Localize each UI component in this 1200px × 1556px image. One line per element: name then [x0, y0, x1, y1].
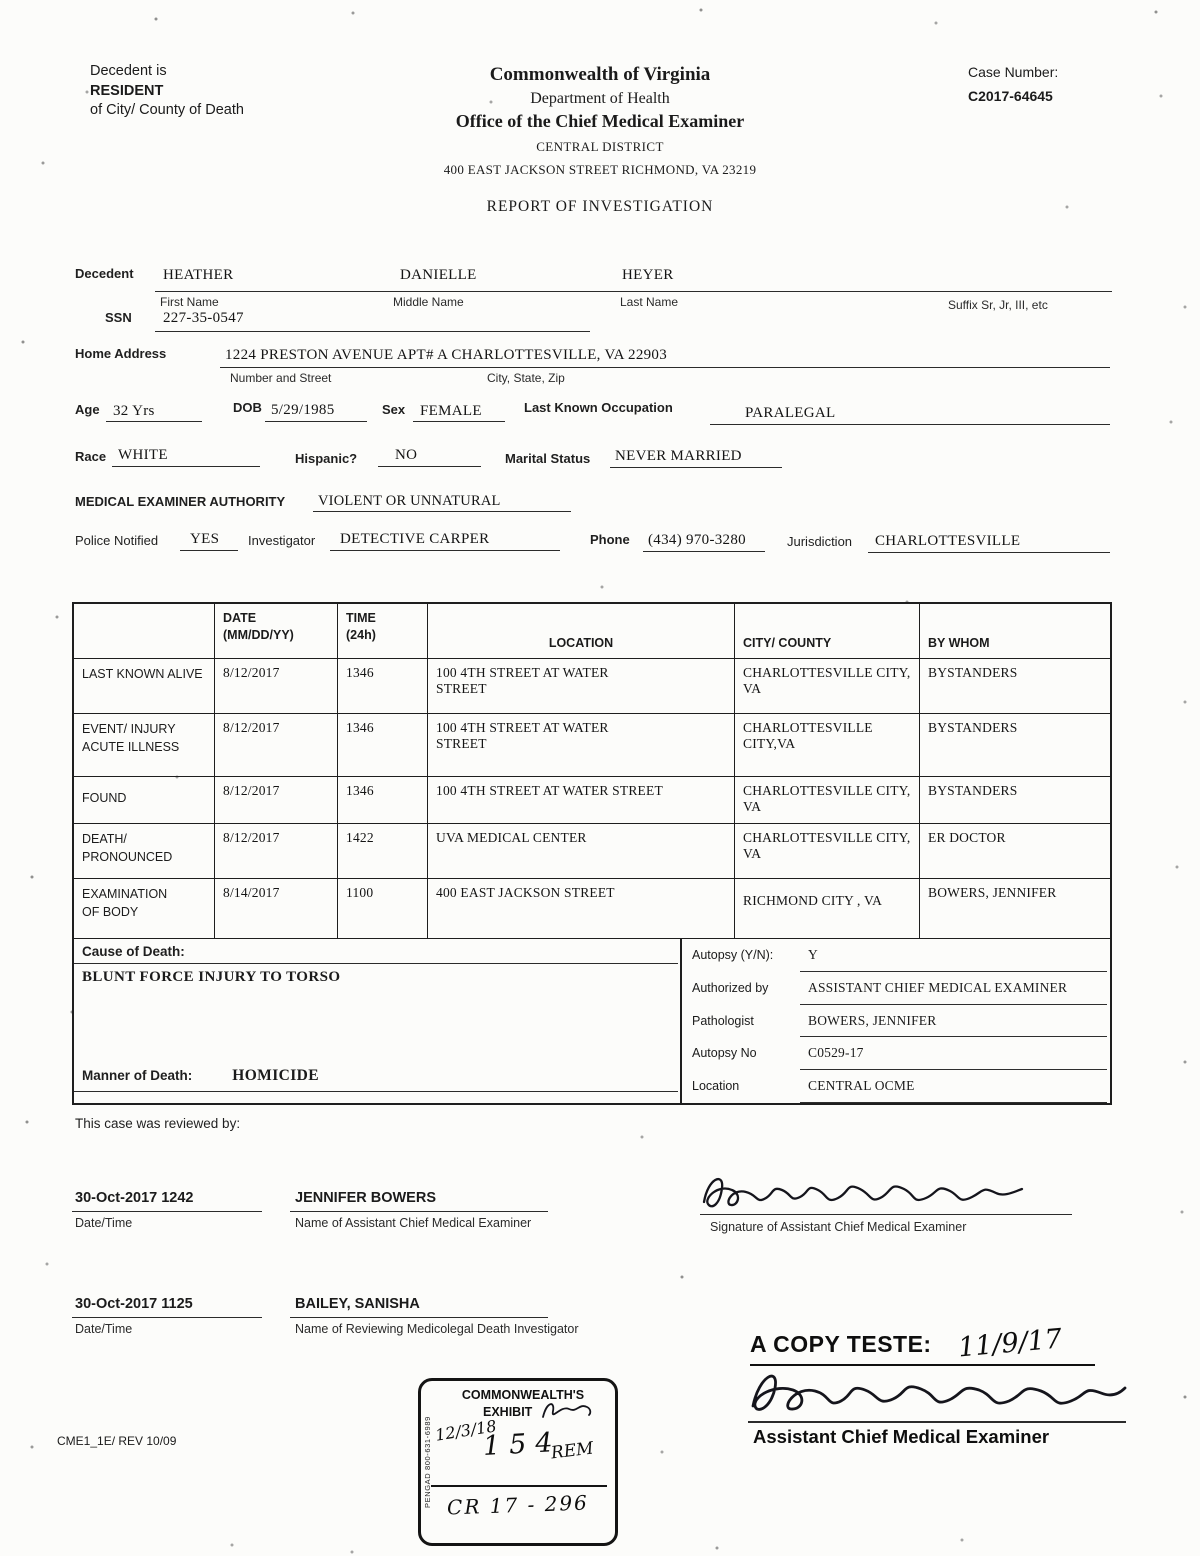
- dob-label: DOB: [233, 400, 262, 415]
- suffix-sublabel: Suffix Sr, Jr, III, etc: [948, 298, 1048, 312]
- underline: [330, 550, 560, 551]
- residency-line1: Decedent is: [90, 63, 167, 79]
- event-date: 8/12/2017: [215, 714, 338, 777]
- autopsy-row: [682, 972, 1110, 1005]
- agency-dept: Department of Health: [530, 90, 670, 107]
- age-value: 32 Yrs: [113, 403, 155, 419]
- marital-label: Marital Status: [505, 451, 591, 466]
- manner-of-death-value: HOMICIDE: [232, 1067, 319, 1084]
- review2-name: BAILEY, SANISHA: [295, 1296, 420, 1312]
- event-city: RICHMOND CITY , VA: [735, 879, 920, 939]
- occupation-label: Last Known Occupation: [524, 400, 673, 415]
- event-date: 8/12/2017: [215, 777, 338, 824]
- copy-teste-label: A COPY TESTE:: [750, 1331, 932, 1357]
- age-label: Age: [75, 402, 100, 417]
- disposition-section: [74, 939, 1110, 1103]
- underline: [313, 511, 571, 512]
- home-address-value: 1224 PRESTON AVENUE APT# A CHARLOTTESVILLE, VA 22903: [225, 347, 668, 363]
- stamp-line2: EXHIBIT: [483, 1405, 533, 1419]
- form-id: CME1_1E/ REV 10/09: [57, 1434, 177, 1448]
- jurisdiction-label: Jurisdiction: [787, 534, 853, 549]
- underline: [72, 1211, 262, 1212]
- stamp-exhibit-number-handwritten: 154: [482, 1426, 563, 1463]
- event-time: 1346: [338, 714, 428, 777]
- occupation-value: PARALEGAL: [745, 405, 836, 421]
- home-address-label: Home Address: [75, 346, 167, 361]
- review1-datetime-sublabel: Date/Time: [75, 1216, 133, 1230]
- event-row-label: LAST KNOWN ALIVE: [74, 659, 215, 714]
- event-city: CHARLOTTESVILLE CITY, VA: [735, 777, 920, 824]
- me-authority-value: VIOLENT OR UNNATURAL: [318, 493, 501, 509]
- case-number-block: [968, 64, 1058, 104]
- phone-value: (434) 970-3280: [648, 532, 746, 548]
- underline: [265, 421, 367, 422]
- city-state-zip-sublabel: City, State, Zip: [487, 371, 565, 385]
- cause-of-death-value: BLUNT FORCE INJURY TO TORSO: [82, 969, 341, 985]
- agency-header: [300, 64, 900, 216]
- sex-label: Sex: [382, 402, 406, 417]
- review1-name-sublabel: Name of Assistant Chief Medical Examiner: [295, 1216, 532, 1230]
- last-name-sublabel: Last Name: [620, 295, 679, 309]
- stamp-initials-scribble: [539, 1397, 594, 1423]
- agency-office: Office of the Chief Medical Examiner: [455, 111, 745, 131]
- underline: [290, 1317, 548, 1318]
- underline: [155, 291, 1112, 292]
- events-header-time: TIME (24h): [338, 604, 428, 659]
- stamp-vendor-text: PENGAD 800-631-6989: [423, 1416, 432, 1508]
- underline: [378, 466, 481, 467]
- ssn-value: 227-35-0547: [163, 310, 244, 326]
- autopsy-no-label: Autopsy No: [692, 1046, 757, 1061]
- middle-name-value: DANIELLE: [400, 267, 477, 283]
- stamp-date-handwritten: 12/3/18: [433, 1416, 498, 1445]
- event-city: CHARLOTTESVILLE CITY,VA: [735, 714, 920, 777]
- investigator-value: DETECTIVE CARPER: [340, 531, 490, 547]
- event-bywhom: BYSTANDERS: [920, 714, 1110, 777]
- event-row-label: EVENT/ INJURY ACUTE ILLNESS: [74, 714, 215, 777]
- manner-of-death-label: Manner of Death:: [82, 1068, 193, 1083]
- signer-title: Assistant Chief Medical Examiner: [753, 1426, 1050, 1447]
- event-bywhom: ER DOCTOR: [920, 824, 1110, 879]
- agency-district: CENTRAL DISTRICT: [536, 139, 664, 154]
- event-city: CHARLOTTESVILLE CITY, VA: [735, 659, 920, 714]
- autopsy-location-value: CENTRAL OCME: [800, 1070, 1107, 1103]
- agency-name: Commonwealth of Virginia: [489, 64, 711, 85]
- exhibit-stamp: [418, 1378, 618, 1546]
- events-header-blank: [74, 604, 215, 659]
- underline: [290, 1211, 548, 1212]
- copy-teste-block: [750, 1323, 1095, 1366]
- residency-line2: RESIDENT: [90, 82, 164, 99]
- autopsy-no-value: C0529-17: [800, 1037, 1107, 1070]
- stamp-exhibit-suffix-handwritten: REM: [549, 1438, 595, 1464]
- underline: [868, 552, 1110, 553]
- autopsy-row: [682, 1037, 1110, 1070]
- first-name-value: HEATHER: [163, 267, 234, 283]
- event-row-label: FOUND: [74, 777, 215, 824]
- police-notified-value: YES: [190, 531, 220, 547]
- underline: [700, 1214, 1072, 1215]
- authorized-by-value: ASSISTANT CHIEF MEDICAL EXAMINER: [800, 972, 1107, 1005]
- marital-value: NEVER MARRIED: [615, 448, 742, 464]
- event-date: 8/12/2017: [215, 659, 338, 714]
- review1-datetime: 30-Oct-2017 1242: [75, 1190, 194, 1206]
- street-sublabel: Number and Street: [230, 371, 332, 385]
- ssn-label: SSN: [105, 310, 132, 325]
- authorized-by-label: Authorized by: [692, 980, 769, 995]
- sex-value: FEMALE: [420, 403, 482, 419]
- events-header-location: LOCATION: [428, 604, 735, 659]
- residency-block: [90, 62, 300, 121]
- event-time: 1422: [338, 824, 428, 879]
- dob-value: 5/29/1985: [271, 402, 335, 418]
- event-city: CHARLOTTESVILLE CITY, VA: [735, 824, 920, 879]
- event-row-label: DEATH/ PRONOUNCED: [74, 824, 215, 879]
- hispanic-value: NO: [395, 447, 418, 463]
- event-time: 1346: [338, 777, 428, 824]
- residency-line3: of City/ County of Death: [90, 102, 244, 119]
- stamp-divider-line: [431, 1485, 607, 1487]
- investigator-label: Investigator: [248, 533, 316, 548]
- events-header-city: CITY/ COUNTY: [735, 604, 920, 659]
- underline: [106, 421, 202, 422]
- manner-of-death-row: [82, 1067, 319, 1085]
- decedent-label: Decedent: [75, 266, 134, 281]
- event-bywhom: BYSTANDERS: [920, 777, 1110, 824]
- event-bywhom: BOWERS, JENNIFER: [920, 879, 1110, 939]
- event-date: 8/14/2017: [215, 879, 338, 939]
- me-authority-label: MEDICAL EXAMINER AUTHORITY: [75, 494, 286, 509]
- underline: [413, 421, 505, 422]
- race-label: Race: [75, 449, 107, 464]
- underline: [748, 1421, 1126, 1423]
- autopsy-location-label: Location: [692, 1079, 740, 1094]
- phone-label: Phone: [590, 532, 630, 547]
- first-name-sublabel: First Name: [160, 295, 219, 309]
- pathologist-label: Pathologist: [692, 1013, 754, 1028]
- pathologist-value: BOWERS, JENNIFER: [800, 1005, 1107, 1038]
- events-table: [72, 602, 1112, 1105]
- agency-address: 400 EAST JACKSON STREET RICHMOND, VA 23219: [443, 162, 757, 177]
- underline: [610, 467, 782, 468]
- event-row-label: EXAMINATION OF BODY: [74, 879, 215, 939]
- event-time: 1100: [338, 879, 428, 939]
- review2-datetime-sublabel: Date/Time: [75, 1322, 133, 1336]
- event-date: 8/12/2017: [215, 824, 338, 879]
- underline: [72, 1317, 262, 1318]
- event-time: 1346: [338, 659, 428, 714]
- events-header-date: DATE (MM/DD/YY): [215, 604, 338, 659]
- autopsy-yn-value: Y: [800, 939, 1107, 972]
- autopsy-row: [682, 1070, 1110, 1103]
- events-header-bywhom: BY WHOM: [920, 604, 1110, 659]
- event-bywhom: BYSTANDERS: [920, 659, 1110, 714]
- race-value: WHITE: [118, 447, 168, 463]
- event-location: 400 EAST JACKSON STREET: [428, 879, 735, 939]
- middle-name-sublabel: Middle Name: [393, 295, 464, 309]
- autopsy-row: [682, 1005, 1110, 1038]
- review2-datetime: 30-Oct-2017 1125: [75, 1296, 193, 1312]
- stamp-line1: COMMONWEALTH'S: [461, 1388, 585, 1402]
- review-intro: This case was reviewed by:: [75, 1116, 241, 1131]
- police-notified-label: Police Notified: [75, 533, 159, 548]
- event-location: UVA MEDICAL CENTER: [428, 824, 735, 879]
- review2-name-sublabel: Name of Reviewing Medicolegal Death Investigator: [295, 1322, 579, 1336]
- review1-signature-sublabel: Signature of Assistant Chief Medical Examiner: [710, 1220, 967, 1234]
- scan-noise: [0, 0, 2, 2]
- stamp-case-ref-handwritten: CR 17 - 296: [446, 1490, 590, 1520]
- report-title: REPORT OF INVESTIGATION: [486, 198, 714, 215]
- event-location: 100 4TH STREET AT WATER STREET: [428, 777, 735, 824]
- underline: [112, 466, 260, 467]
- cause-of-death-label: Cause of Death:: [82, 944, 185, 959]
- event-location: 100 4TH STREET AT WATER STREET: [428, 659, 735, 714]
- autopsy-row: [682, 939, 1110, 972]
- chief-examiner-signature: [745, 1362, 1130, 1422]
- underline: [74, 1091, 678, 1092]
- review1-name: JENNIFER BOWERS: [295, 1190, 436, 1206]
- examiner-signature: [698, 1166, 1028, 1218]
- underline: [643, 551, 765, 552]
- case-number-value: C2017-64645: [968, 88, 1053, 104]
- case-number-label: Case Number:: [968, 64, 1059, 80]
- autopsy-box: [680, 939, 1110, 1103]
- underline: [155, 331, 590, 332]
- event-location: 100 4TH STREET AT WATER STREET: [428, 714, 735, 777]
- copy-teste-date-handwritten: 11/9/17: [956, 1323, 1063, 1364]
- hispanic-label: Hispanic?: [295, 451, 358, 466]
- underline: [180, 550, 238, 551]
- last-name-value: HEYER: [622, 267, 674, 283]
- underline: [710, 424, 1110, 425]
- underline: [74, 963, 678, 964]
- autopsy-yn-label: Autopsy (Y/N):: [692, 948, 774, 962]
- underline: [220, 367, 1110, 368]
- jurisdiction-value: CHARLOTTESVILLE: [875, 533, 1021, 549]
